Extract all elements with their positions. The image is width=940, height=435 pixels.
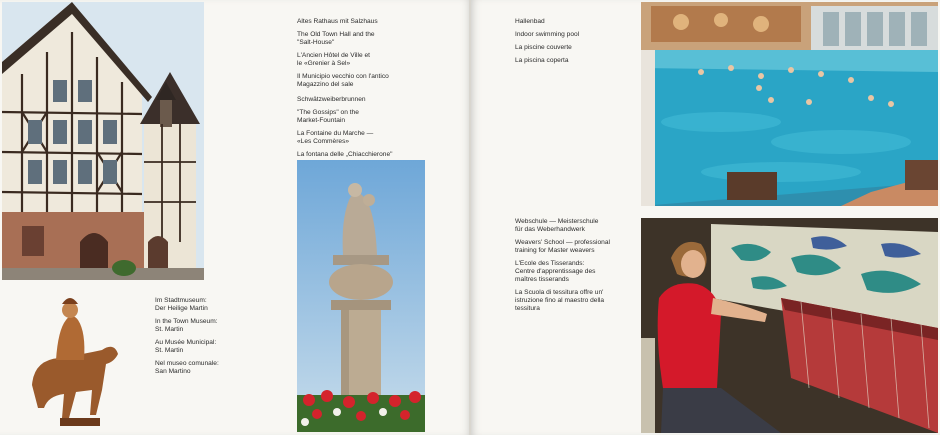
museum-caption-it: Nel museo comunale: San Martino xyxy=(155,360,219,375)
weaving-caption-en: Weavers' School — professional training for Master weavers xyxy=(515,239,610,254)
weavers-school-photo xyxy=(641,218,938,433)
pool-caption-fr: La piscine couverte xyxy=(515,44,572,51)
museum-caption-en: In the Town Museum: St. Martin xyxy=(155,318,218,333)
townhall-caption-fr: L'Ancien Hôtel de Ville et le «Grenier à Sel» xyxy=(297,52,370,67)
market-fountain-photo xyxy=(297,160,425,432)
pool-caption-de: Hallenbad xyxy=(515,18,545,25)
right-page xyxy=(471,0,940,435)
indoor-pool-photo xyxy=(641,2,938,206)
museum-caption-fr: Au Musée Municipal: St. Martin xyxy=(155,339,217,354)
townhall-caption-de: Altes Rathaus mit Salzhaus xyxy=(297,18,378,25)
fountain-caption-it: La fontana delle „Chiacchierone" xyxy=(297,151,393,158)
fountain-caption-de: Schwätzweiberbrunnen xyxy=(297,96,366,103)
weaving-caption-fr: L'Ecole des Tisserands: Centre d'apprentissage des maîtres tisserands xyxy=(515,260,596,283)
townhall-caption-it: Il Municipio vecchio con l'antico Magazzino del sale xyxy=(297,73,389,88)
st-martin-statue-photo xyxy=(14,290,130,430)
townhall-caption-en: The Old Town Hall and the "Salt-House" xyxy=(297,31,375,46)
museum-caption xyxy=(155,297,219,381)
townhall-caption xyxy=(297,18,389,94)
fountain-caption xyxy=(297,96,392,164)
old-town-hall-photo xyxy=(2,2,204,280)
fountain-caption-fr: La Fontaine du Marche — «Les Commères» xyxy=(297,130,374,145)
weaving-caption-it: La Scuola di tessitura offre un' istruzione fino al maestro della tessitura xyxy=(515,289,605,312)
pool-caption-it: La piscina coperta xyxy=(515,57,569,64)
weaving-caption-de: Webschule — Meisterschule für das Weberhandwerk xyxy=(515,218,599,233)
fountain-caption-en: "The Gossips" on the Market-Fountain xyxy=(297,109,359,124)
pool-caption xyxy=(515,18,579,70)
museum-caption-de: Im Stadtmuseum: Der Heilige Martin xyxy=(155,297,208,312)
pool-caption-en: Indoor swimming pool xyxy=(515,31,580,38)
weaving-caption xyxy=(515,218,610,318)
